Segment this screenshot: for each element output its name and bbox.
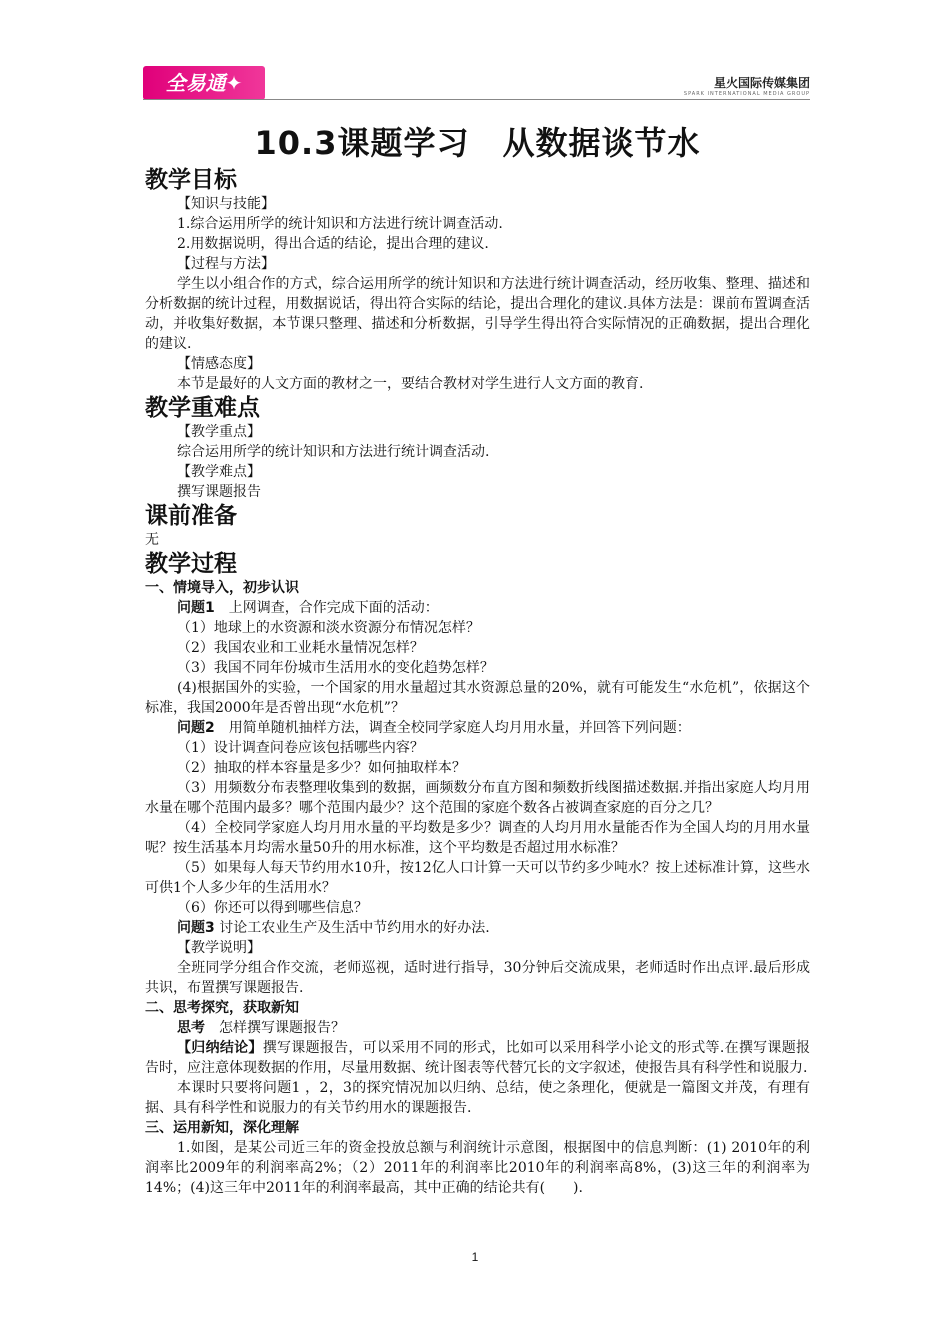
section-heading-objectives: 教学目标 bbox=[145, 167, 237, 193]
conclusion-text: 撰写课题报告，可以采用不同的形式，比如可以采用科学小论文的形式等.在撰写课题报告时，应注意体现数据的作用，尽量用数据、统计图表等代替冗长的文字叙述，使报告具有科学性和说服力. bbox=[145, 1040, 811, 1076]
section-heading-process: 教学过程 bbox=[145, 551, 237, 577]
explain-tag: 【教学说明】 bbox=[177, 940, 261, 956]
conclusion-tag: 【归纳结论】 bbox=[177, 1040, 263, 1056]
section-heading-key-points: 教学重难点 bbox=[145, 395, 260, 421]
exercise-1: 1.如图，是某公司近三年的资金投放总额与利润统计示意图，根据图中的信息判断：(1) 2010年的利润率比2009年的利润率高2%；（2）2011年的利润率比2010年的利润率高8%，(3)这三年的利润率为14%；(4)这三年中2011年的利润率最高，其中正确的结论共有( ). bbox=[145, 1140, 810, 1196]
header-divider bbox=[143, 99, 810, 100]
list-item: （1）设计调查问卷应该包括哪些内容？ bbox=[177, 740, 424, 756]
question-label: 问题3 bbox=[177, 920, 215, 936]
difficulty-tag: 【教学难点】 bbox=[177, 464, 261, 480]
knowledge-tag: 【知识与技能】 bbox=[177, 196, 275, 212]
list-item: （5）如果每人每天节约用水10升，按12亿人口计算一天可以节约多少吨水？按上述标准计算，这些水可供1个人多少年的生活用水？ bbox=[145, 860, 810, 896]
list-item: (4)根据国外的实验，一个国家的用水量超过其水资源总量的20%，就有可能发生“水危机”，依据这个标准，我国2000年是否曾出现“水危机”？ bbox=[145, 680, 810, 716]
think-label: 思考 bbox=[177, 1020, 205, 1036]
attitude-text: 本节是最好的人文方面的教材之一，要结合教材对学生进行人文方面的教育. bbox=[177, 376, 644, 392]
part-heading-3: 三、运用新知，深化理解 bbox=[145, 1120, 299, 1136]
question-1 bbox=[145, 598, 810, 618]
brand-name-en: SPARK INTERNATIONAL MEDIA GROUP bbox=[683, 91, 810, 97]
list-item: （3）用频数分布表整理收集到的数据，画频数分布直方图和频数折线图描述数据.并指出家庭人均月用水量在哪个范围内最多？哪个范围内最少？这个范围的家庭个数各占被调查家庭的百分之几？ bbox=[145, 780, 810, 816]
question-3 bbox=[145, 918, 810, 938]
focus-text: 综合运用所学的统计知识和方法进行统计调查活动. bbox=[177, 444, 490, 460]
list-item: （3）我国不同年份城市生活用水的变化趋势怎样？ bbox=[177, 660, 494, 676]
sparkle-icon: ✦ bbox=[225, 71, 243, 95]
explain-text: 全班同学分组合作交流，老师巡视，适时进行指导，30分钟后交流成果，老师适时作出点评.最后形成共识，布置撰写课题报告. bbox=[145, 960, 810, 996]
quanyitong-logo bbox=[143, 66, 265, 100]
attitude-tag: 【情感态度】 bbox=[177, 356, 261, 372]
difficulty-text: 撰写课题报告 bbox=[177, 484, 261, 500]
think-text: 怎样撰写课题报告？ bbox=[205, 1020, 345, 1036]
question-label: 问题1 bbox=[177, 600, 215, 616]
brand-name-cn: 星火国际传媒集团 bbox=[713, 76, 810, 90]
question-text: 讨论工农业生产及生活中节约用水的好办法. bbox=[214, 920, 490, 936]
section-heading-preparation: 课前准备 bbox=[145, 503, 237, 529]
part-heading-2: 二、思考探究，获取新知 bbox=[145, 1000, 299, 1016]
logo-text: 全易通 bbox=[165, 71, 226, 95]
publisher-brand bbox=[684, 74, 810, 97]
process-text: 学生以小组合作的方式，综合运用所学的统计知识和方法进行统计调查活动，经历收集、整理、描述和分析数据的统计过程，用数据说话，得出符合实际的结论，提出合理化的建议.具体方法是：课前布置调查活动，并收集好数据，本节课只整理、描述和分析数据，引导学生得出符合实际情况的正确数据，提出合理化的建议. bbox=[145, 276, 810, 352]
list-item: （2）我国农业和工业耗水量情况怎样？ bbox=[177, 640, 424, 656]
page-title: 10.3课题学习 从数据谈节水 bbox=[254, 124, 701, 162]
question-2 bbox=[145, 718, 810, 738]
question-text: 用简单随机抽样方法，调查全校同学家庭人均月用水量，并回答下列问题： bbox=[214, 720, 691, 736]
document-body bbox=[145, 118, 810, 1198]
page-number: 1 bbox=[471, 1250, 479, 1264]
knowledge-item: 1.综合运用所学的统计知识和方法进行统计调查活动. bbox=[177, 216, 503, 232]
part-heading-1: 一、情境导入，初步认识 bbox=[145, 580, 299, 596]
list-item: （4）全校同学家庭人均月用水量的平均数是多少？调查的人均月用水量能否作为全国人均的月用水量呢？按生活基本月均需水量50升的用水标准，这个平均数是否超过用水标准？ bbox=[145, 820, 810, 856]
list-item: （1）地球上的水资源和淡水资源分布情况怎样？ bbox=[177, 620, 480, 636]
list-item: （6）你还可以得到哪些信息？ bbox=[177, 900, 368, 916]
conclusion bbox=[145, 1038, 810, 1078]
question-text: 上网调查，合作完成下面的活动： bbox=[214, 600, 439, 616]
list-item: （2）抽取的样本容量是多少？如何抽取样本？ bbox=[177, 760, 466, 776]
process-tag: 【过程与方法】 bbox=[177, 256, 275, 272]
focus-tag: 【教学重点】 bbox=[177, 424, 261, 440]
preparation-text: 无 bbox=[145, 532, 159, 548]
knowledge-item: 2.用数据说明，得出合适的结论，提出合理的建议. bbox=[177, 236, 489, 252]
think-prompt bbox=[145, 1018, 810, 1038]
question-label: 问题2 bbox=[177, 720, 215, 736]
summary-text: 本课时只要将问题1 ，2，3的探究情况加以归纳、总结，使之条理化，便就是一篇图文并茂，有理有据、具有科学性和说服力的有关节约用水的课题报告. bbox=[145, 1080, 810, 1116]
